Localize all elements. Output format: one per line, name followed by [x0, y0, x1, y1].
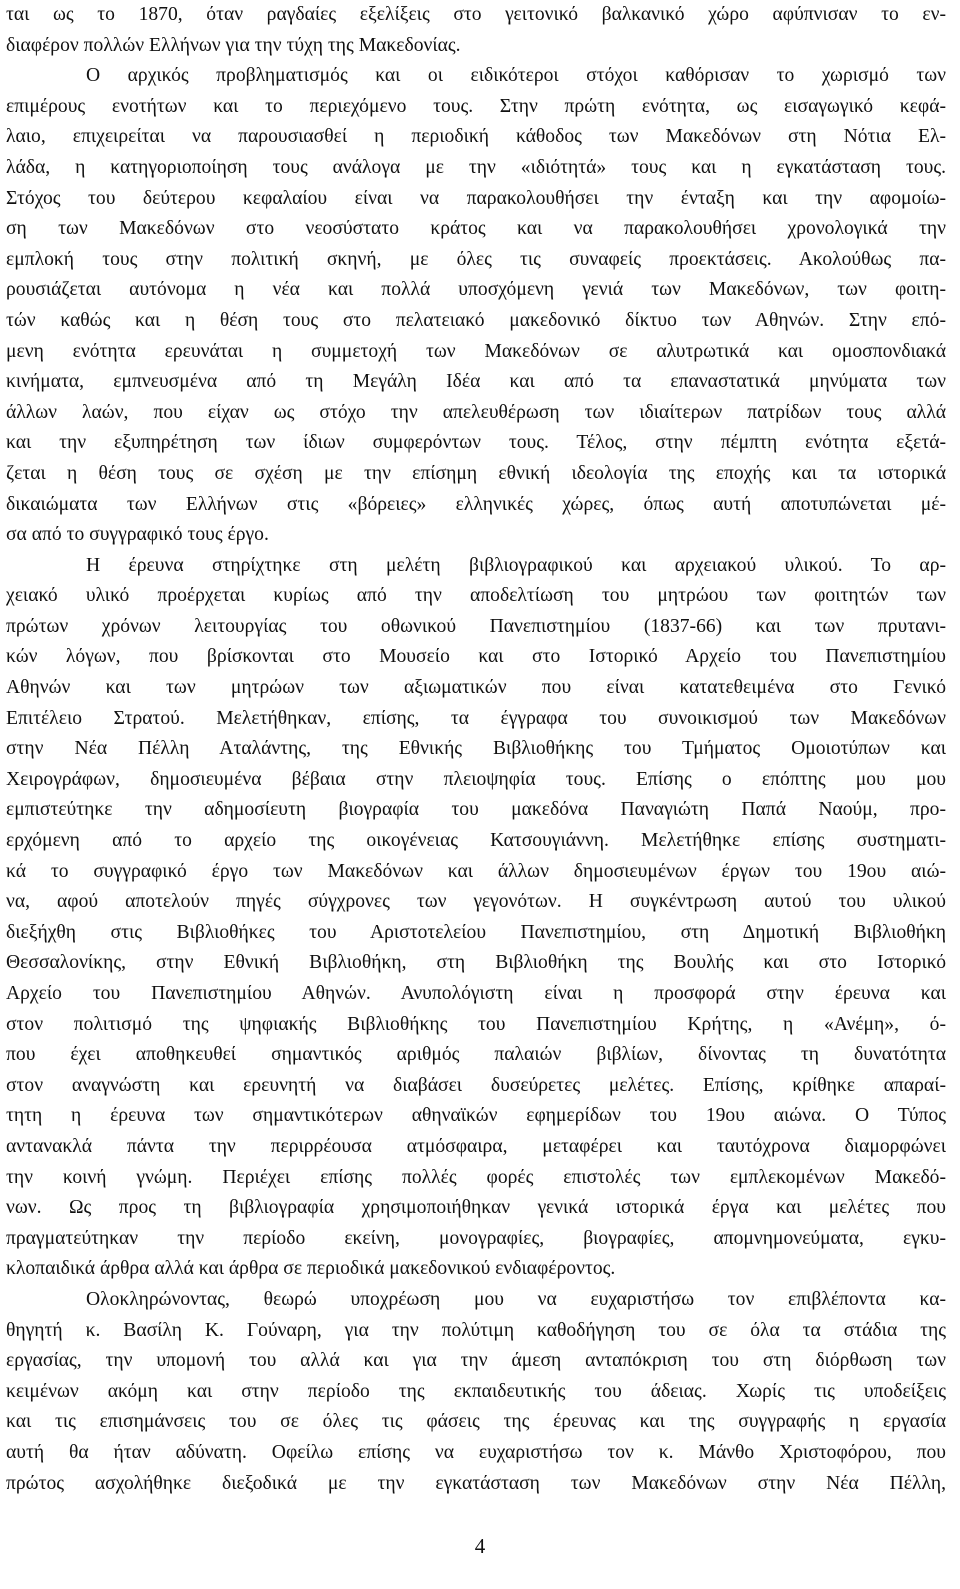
text-line: μενη ενότητα ερευνάται η συμμετοχή των Μακεδόνων σε αλυτρωτικά και ομοσπονδιακά	[6, 340, 946, 362]
text-line: λάδα, η κατηγοριοποίηση τους ανάλογα με την «ιδιότητά» τους και η εγκατάσταση τους.	[6, 156, 946, 178]
text-line: στον πολιτισμό της ψηφιακής Βιβλιοθήκης του Πανεπιστημίου Κρήτης, η «Ανέμη», ό-	[6, 1013, 946, 1035]
document-body	[6, 0, 946, 1499]
text-line: πραγματεύτηκαν την περίοδο εκείνη, μονογραφίες, βιογραφίες, απομνημονεύματα, εγκυ-	[6, 1227, 946, 1249]
text-line: ση των Μακεδόνων στο νεοσύστατο κράτος και να παρακολουθήσει χρονολογικά την	[6, 218, 946, 240]
text-line: Αρχείο του Πανεπιστημίου Αθηνών. Ανυπολόγιστη είναι η προσφορά στην έρευνα και	[6, 983, 946, 1004]
text-line: Η έρευνα στηρίχτηκε στη μελέτη βιβλιογραφικού και αρχειακού υλικού. Το αρ-	[86, 554, 946, 576]
text-line: να, αφού αποτελούν πηγές σύγχρονες των γεγονότων. Η συγκέντρωση αυτού του υλικού	[6, 891, 946, 913]
text-line: και την εξυπηρέτηση των ίδιων συμφερόντων τους. Τέλος, στην πέμπτη ενότητα εξετά-	[6, 432, 946, 454]
text-line: Στόχος του δεύτερου κεφαλαίου είναι να παρακολουθήσει την ένταξη και την αφομοίω-	[6, 187, 946, 209]
text-line: την κοινή γνώμη. Περιέχει επίσης πολλές φορές επιστολές των εμπλεκομένων Μακεδό-	[6, 1166, 946, 1188]
text-line: τητη η έρευνα των σημαντικότερων αθηναϊκών εφημερίδων του 19ου αιώνα. Ο Τύπος	[6, 1105, 946, 1127]
text-line: θηγητή κ. Βασίλη Κ. Γούναρη, για την πολύτιμη καθοδήγηση του σε όλα τα στάδια της	[6, 1319, 946, 1341]
text-line: ρουσιάζεται αυτόνομα η νέα και πολλά υποσχόμενη γενιά των Μακεδόνων, των φοιτη-	[6, 279, 946, 301]
text-line: εργασίας, την υπομονή του αλλά και για την άμεση ανταπόκριση του στη διόρθωση των	[6, 1350, 946, 1372]
text-line: πρώτων χρόνων λειτουργίας του οθωνικού Πανεπιστημίου (1837-66) και των πρυτανι-	[6, 615, 946, 637]
text-line: δικαιώματα των Ελλήνων στις «βόρειες» ελληνικές χώρες, όπως αυτή αποτυπώνεται μέ-	[6, 493, 946, 515]
text-line: Χειρογράφων, δημοσιευμένα βέβαια στην πλειοψηφία τους. Επίσης ο επόπτης μου μου	[6, 768, 946, 790]
text-line: αυτή θα ήταν αδύνατη. Οφείλω επίσης να ευχαριστήσω τον κ. Μάνθο Χριστοφόρου, που	[6, 1441, 946, 1463]
text-line: σα από το συγγραφικό τους έργο.	[6, 524, 269, 546]
text-line: επιμέρους ενοτήτων και το περιεχόμενο τους. Στην πρώτη ενότητα, ως εισαγωγικό κεφά-	[6, 95, 946, 117]
text-line: που έχει αποθηκευθεί σημαντικός αριθμός παλαιών βιβλίων, δίνοντας τη δυνατότητα	[6, 1044, 946, 1066]
text-line: Ο αρχικός προβληματισμός και οι ειδικότεροι στόχοι καθόρισαν το χωρισμό των	[86, 65, 946, 87]
text-line: Επιτέλειο Στρατού. Μελετήθηκαν, επίσης, τα έγγραφα του συνοικισμού των Μακεδόνων	[6, 707, 946, 729]
text-line: χειακό υλικό προέρχεται κυρίως από την αποδελτίωση του μητρώου των φοιτητών των	[6, 585, 946, 607]
text-line: λαιο, επιχειρείται να παρουσιασθεί η περιοδική κάθοδος των Μακεδόνων στη Νότια Ελ-	[6, 126, 946, 148]
text-line: Αθηνών και των μητρώων των αξιωματικών που είναι κατατεθειμένα στο Γενικό	[6, 677, 946, 699]
text-line: ζεται η θέση τους σε σχέση με την επίσημη εθνική ιδεολογία της εποχής και τα ιστορικά	[6, 462, 946, 484]
text-line: ερχόμενη από το αρχείο της οικογένειας Κατσουγιάννη. Μελετήθηκε επίσης συστηματι-	[6, 830, 946, 852]
text-line: αντανακλά πάντα την περιρρέουσα ατμόσφαιρα, μεταφέρει και ταυτόχρονα διαμορφώνει	[6, 1135, 946, 1157]
text-line: κειμένων ακόμη και στην περίοδο της εκπαιδευτικής του άδειας. Χωρίς τις υποδείξεις	[6, 1380, 946, 1402]
text-line: πρώτος ασχολήθηκε διεξοδικά με την εγκατάσταση των Μακεδόνων στην Νέα Πέλλη,	[6, 1472, 946, 1494]
text-line: Θεσσαλονίκης, στην Εθνική Βιβλιοθήκη, στη Βιβλιοθήκη της Βουλής και στο Ιστορικό	[6, 952, 946, 974]
page-number: 4	[474, 1534, 486, 1558]
text-line: διαφέρον πολλών Ελλήνων για την τύχη της Μακεδονίας.	[6, 34, 461, 56]
text-line: κών λόγων, που βρίσκονται στο Μουσείο και στο Ιστορικό Αρχείο του Πανεπιστημίου	[6, 646, 946, 668]
text-line: ται ως το 1870, όταν ραγδαίες εξελίξεις στο γειτονικό βαλκανικό χώρο αφύπνισαν το εν-	[6, 4, 946, 25]
text-line: Ολοκληρώνοντας, θεωρώ υποχρέωση μου να ευχαριστήσω τον επιβλέποντα κα-	[86, 1288, 946, 1310]
text-line: νων. Ως προς τη βιβλιογραφία χρησιμοποιήθηκαν γενικά ιστορικά έργα και μελέτες που	[6, 1197, 946, 1219]
text-line: στην Νέα Πέλλη Αταλάντης, της Εθνικής Βιβλιοθήκης του Τμήματος Ομοιοτύπων και	[6, 738, 946, 760]
text-line: κλοπαιδικά άρθρα αλλά και άρθρα σε περιοδικά μακεδονικού ενδιαφέροντος.	[6, 1258, 616, 1280]
text-line: και τις επισημάνσεις του σε όλες τις φάσεις της έρευνας και της συγγραφής η εργασία	[6, 1411, 946, 1433]
text-line: διεξήχθη στις Βιβλιοθήκες του Αριστοτελείου Πανεπιστημίου, στη Δημοτική Βιβλιοθήκη	[6, 921, 946, 943]
text-line: κά το συγγραφικό έργο των Μακεδόνων και άλλων δημοσιευμένων έργων του 19ου αιώ-	[6, 860, 946, 882]
text-line: κινήματα, εμπνευσμένα από τη Μεγάλη Ιδέα και από τα επαναστατικά μηνύματα των	[6, 371, 946, 393]
text-line: στον αναγνώστη και ερευνητή να διαβάσει δυσεύρετες μελέτες. Επίσης, κρίθηκε απαραί-	[6, 1074, 946, 1096]
text-line: άλλων λαών, που είχαν ως στόχο την απελευθέρωση των ιδιαίτερων πατρίδων τους αλλά	[6, 401, 946, 423]
text-line: εμπιστεύτηκε την αδημοσίευτη βιογραφία του μακεδόνα Παναγιώτη Παπά Ναούμ, προ-	[6, 799, 946, 821]
text-line: εμπλοκή τους στην πολιτική σκηνή, με όλες τις συναφείς προεκτάσεις. Ακολούθως πα-	[6, 248, 946, 270]
text-line: τών καθώς και η θέση τους στο πελατειακό μακεδονικό δίκτυο των Αθηνών. Στην επό-	[6, 309, 946, 331]
